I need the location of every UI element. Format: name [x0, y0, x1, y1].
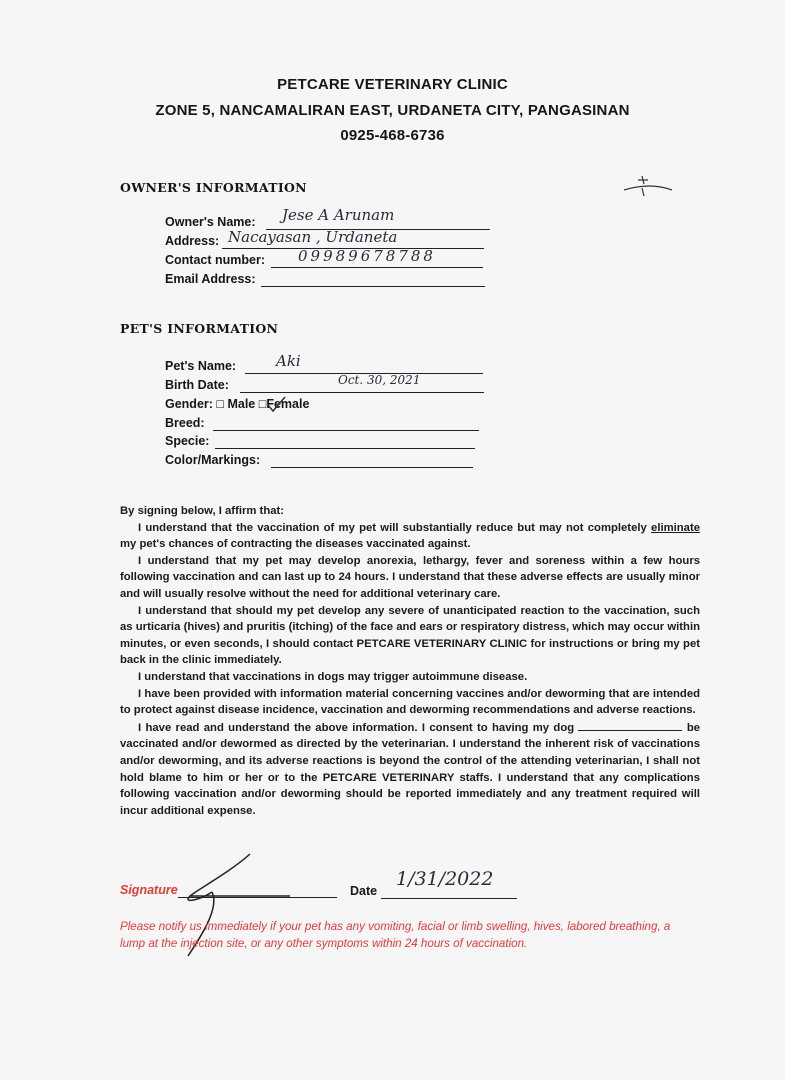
owner-name-label: Owner's Name: — [165, 215, 256, 229]
consent-paragraph-2: I understand that my pet may develop anorexia, lethargy, fever and soreness within a few hours following vaccination and can last up to 24 hours. I understand that these adverse effects are usually minor and will usually resolve without the need for additional veterinary care. — [120, 554, 700, 600]
gender-label: Gender: — [165, 397, 213, 411]
clinic-address: ZONE 5, NANCAMALIRAN EAST, URDANETA CITY, PANGASINAN — [155, 102, 630, 119]
signature-label: Signature — [120, 883, 178, 897]
female-check-mark-icon — [265, 395, 289, 415]
dog-name-blank[interactable] — [578, 719, 682, 731]
consent-paragraph-6: I have read and understand the above information. I consent to having my dog be vaccinated and/or dewormed as directed by the veterinarian. I understand the inherent risk of vaccinations and/or deworming, and its adverse reactions is beyond the control of the attending veterinarian, I shall not hold blame to him or her or to the PETCARE VETERINARY staffs. I understand that any complications following vaccination and/or deworming should be reported immediately and any treatment required will incur additional expense. — [120, 719, 700, 820]
email-address-line — [261, 286, 485, 287]
email-address-label: Email Address: — [165, 272, 256, 286]
contact-number-line — [271, 267, 483, 268]
owner-name-value[interactable]: Jese A Arunam — [282, 206, 395, 224]
clinic-name: PETCARE VETERINARY CLINIC — [277, 76, 508, 93]
gender-female-label: Female — [266, 397, 310, 411]
owner-address-value[interactable]: Nacayasan , Urdaneta — [228, 228, 398, 246]
birth-date-value[interactable]: Oct. 30, 2021 — [338, 373, 421, 387]
eliminate-underlined: eliminate — [651, 521, 701, 534]
owner-address-label: Address: — [165, 234, 220, 248]
date-line — [381, 898, 517, 899]
consent-paragraph-1: I understand that the vaccination of my pet will substantially reduce but may not completely eliminate my pet's chances of contracting the diseases vaccinated against. — [120, 521, 701, 551]
breed-label: Breed: — [165, 416, 205, 430]
pet-name-value[interactable]: Aki — [276, 352, 301, 370]
consent-paragraph-4: I understand that vaccinations in dogs may trigger autoimmune disease. — [138, 670, 528, 683]
consent-intro: By signing below, I affirm that: — [120, 505, 285, 517]
specie-label: Specie: — [165, 434, 210, 448]
consent-paragraph-3: I understand that should my pet develop any severe of unanticipated reaction to the vaccination, such as urticaria (hives) and pruritis (itching) of the face and ears or respiratory distress, which may occur within minutes, or even seconds, I should contact PETCARE VETERINARY CLINIC for instructions or bring my pet back in the clinic immediately. — [120, 604, 700, 667]
pet-section-title: PET'S INFORMATION — [120, 321, 279, 336]
contact-number-label: Contact number: — [165, 253, 265, 267]
pen-mark-icon — [620, 168, 680, 208]
specie-line — [215, 448, 475, 449]
breed-line — [213, 430, 479, 431]
birth-date-label: Birth Date: — [165, 378, 229, 392]
owner-section-title: OWNER'S INFORMATION — [120, 180, 307, 195]
contact-number-value[interactable]: 09989678788 — [298, 247, 436, 265]
gender-male-label: Male — [227, 397, 256, 411]
consent-paragraph-5: I have been provided with information material concerning vaccines and/or deworming that are intended to protect against disease incidence, vaccination and deworming recommendations and adverse reactions. — [120, 687, 700, 717]
date-value[interactable]: 1/31/2022 — [396, 868, 494, 890]
date-label: Date — [350, 884, 378, 898]
male-checkbox[interactable]: □ — [216, 397, 224, 411]
after-vaccination-note: Please notify us immediately if your pet has any vomiting, facial or limb swelling, hives, labored breathing, a lump at the injection site, or any other symptoms within 24 hours of vaccination. — [120, 920, 671, 950]
female-checkbox[interactable]: □ — [258, 397, 267, 411]
birth-date-line — [240, 392, 484, 393]
color-markings-label: Color/Markings: — [165, 453, 261, 467]
pet-name-label: Pet's Name: — [165, 359, 237, 373]
color-markings-line — [271, 467, 473, 468]
clinic-phone: 0925-468-6736 — [340, 127, 445, 144]
consent-text — [120, 503, 700, 819]
